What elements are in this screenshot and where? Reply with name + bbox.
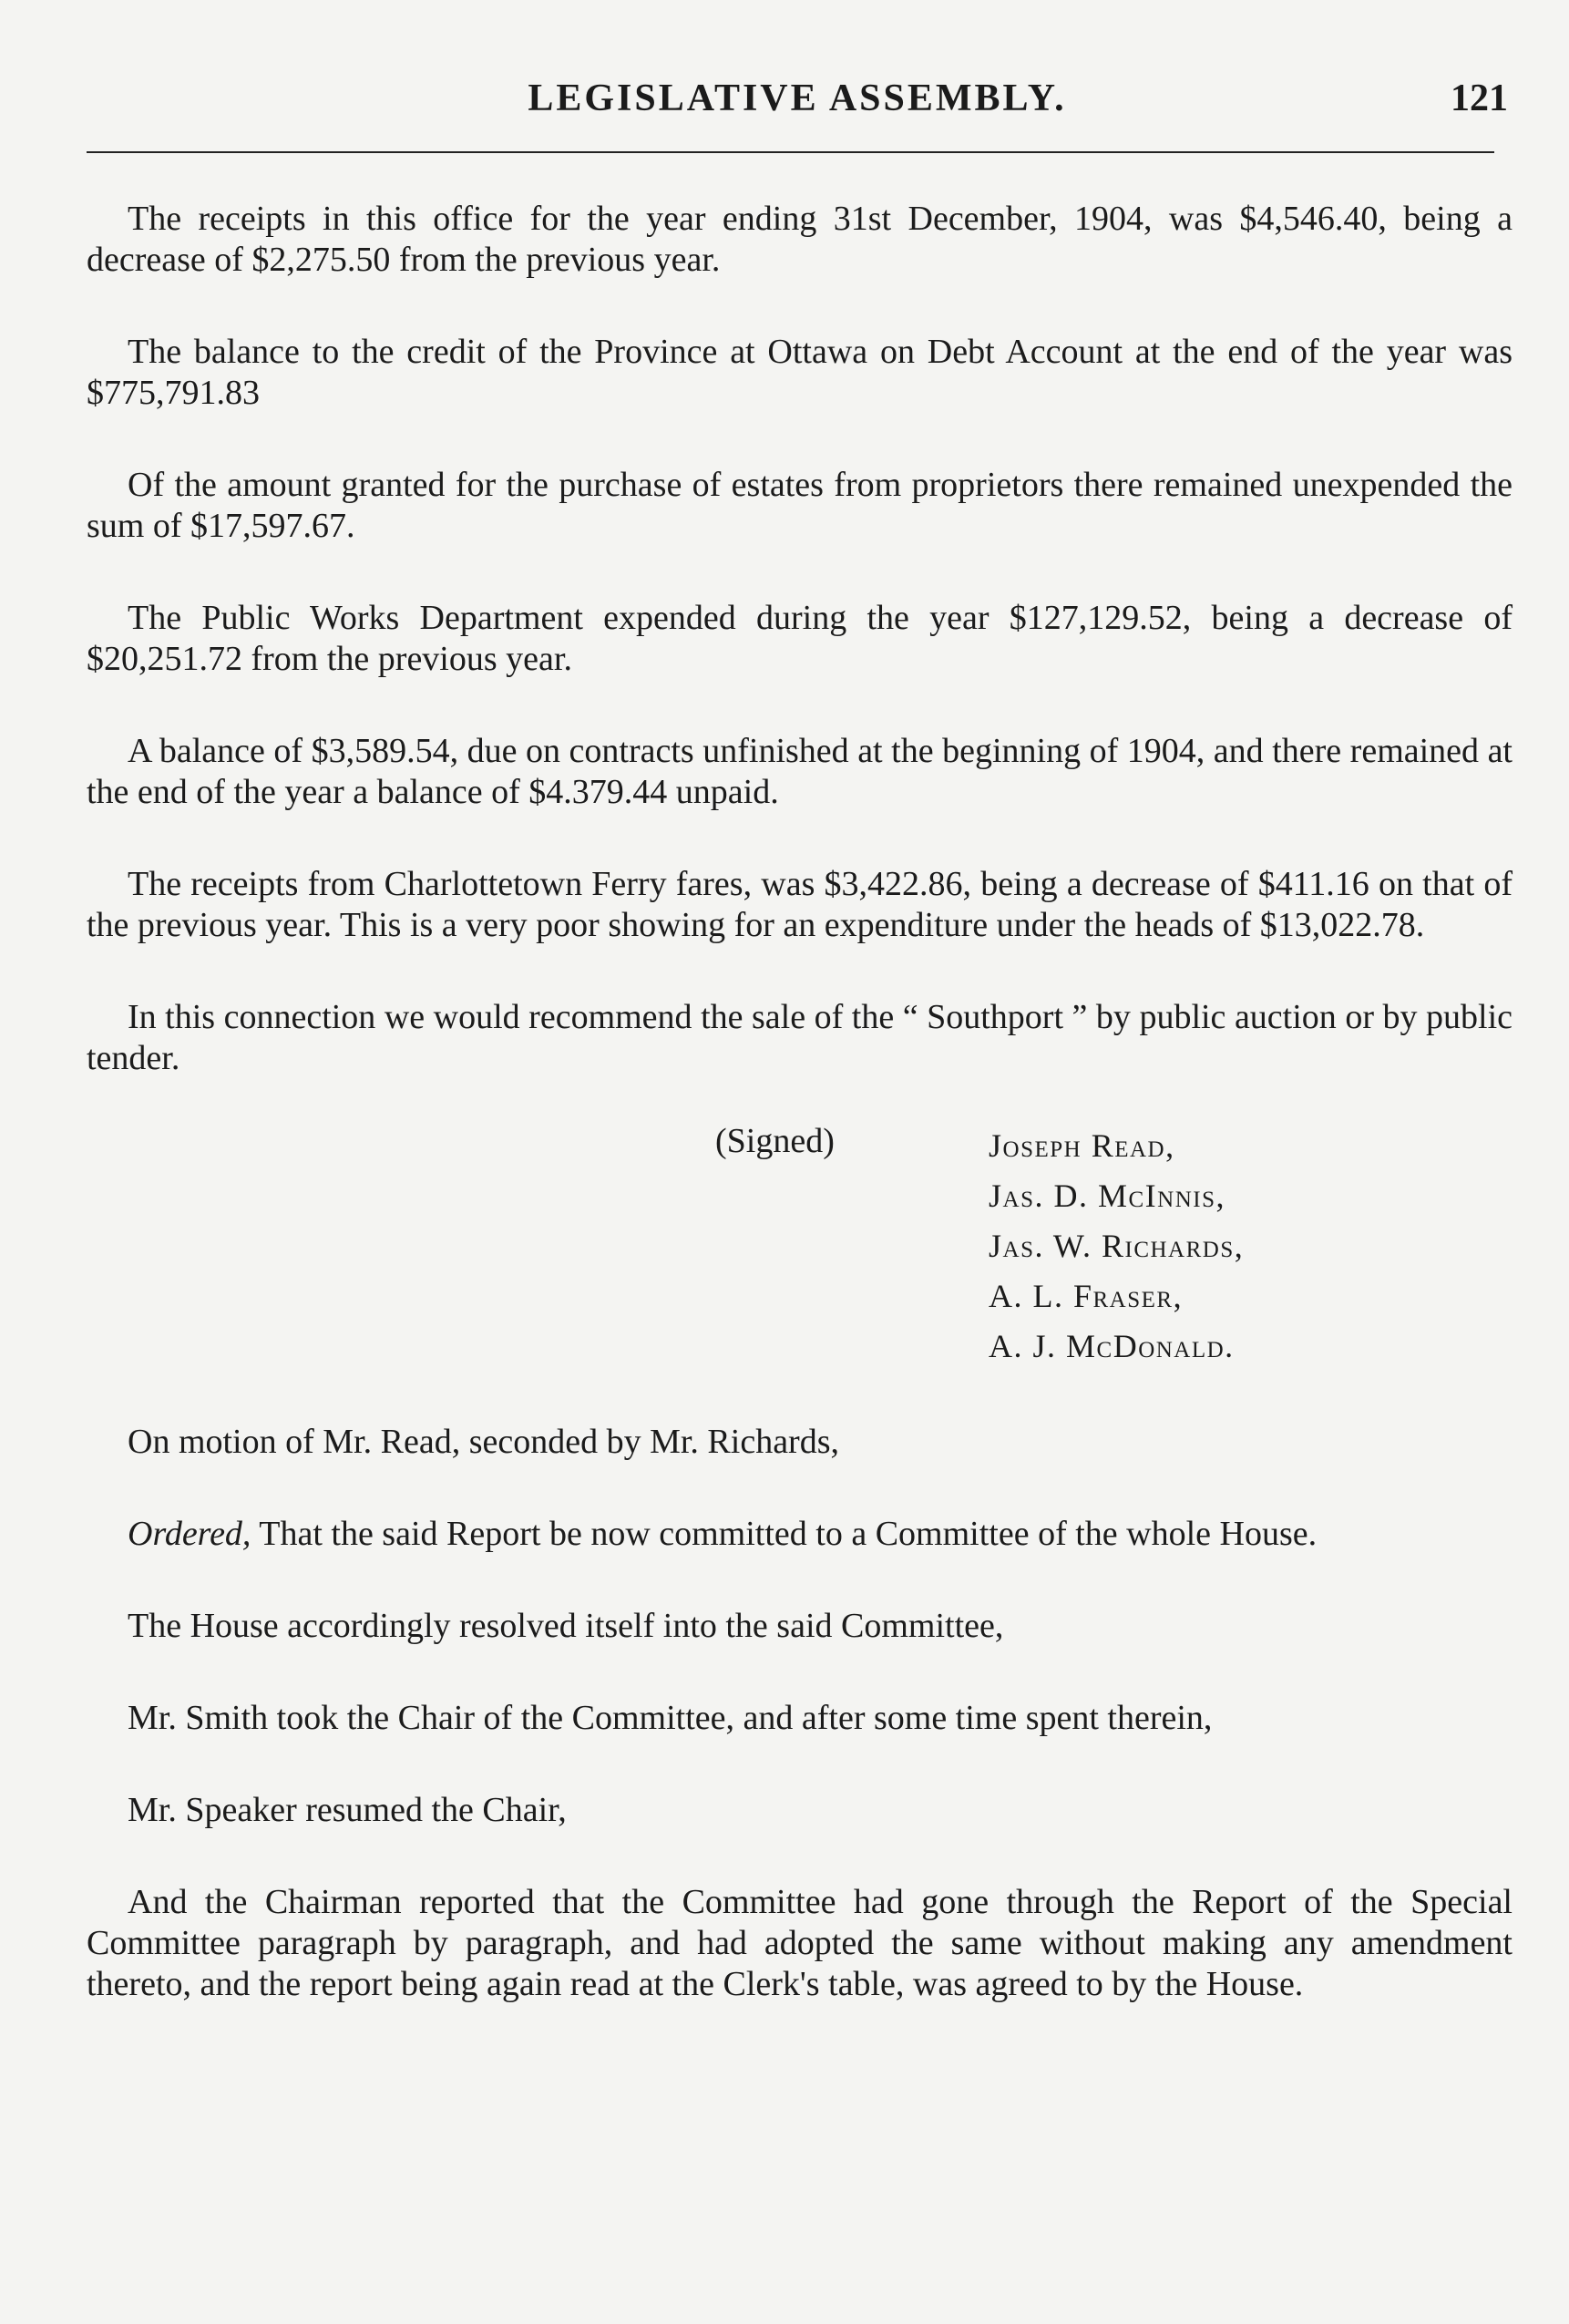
- ordered-paragraph: [87, 1514, 1513, 1555]
- page-header: [87, 71, 1508, 126]
- running-title: LEGISLATIVE ASSEMBLY.: [528, 77, 1067, 119]
- signatory-name: A. J. McDonald.: [989, 1328, 1235, 1364]
- paragraph-ottawa-balance: The balance to the credit of the Province at Ottawa on Debt Account at the end of the year was $775,791.83: [87, 333, 1513, 412]
- page-number: 121: [1451, 77, 1508, 119]
- signed-label: (Signed): [715, 1122, 835, 1160]
- speaker-paragraph: Mr. Speaker resumed the Chair,: [128, 1791, 567, 1829]
- ordered-label: Ordered,: [128, 1515, 251, 1553]
- page-body: [87, 199, 1513, 2056]
- signatory-name: Jas. W. Richards,: [989, 1228, 1245, 1264]
- paragraph-ferry: The receipts from Charlottetown Ferry fares, was $3,422.86, being a decrease of $411.16 on that of the previous year. This is a very poor showing for an expenditure under the heads of $13,022.78.: [87, 865, 1513, 944]
- ordered-text: That the said Report be now committed to a Committee of the whole House.: [251, 1515, 1318, 1553]
- paragraph-receipts: The receipts in this office for the year ending 31st December, 1904, was $4,546.40, being a decrease of $2,275.50 from the previous year.: [87, 200, 1513, 279]
- signatory-list: [989, 1121, 1244, 1372]
- paragraph-estates: Of the amount granted for the purchase of estates from proprietors there remained unexpended the sum of $17,597.67.: [87, 466, 1513, 545]
- signatory-name: A. L. Fraser,: [989, 1278, 1184, 1314]
- paragraph-recommendation: In this connection we would recommend the sale of the “ Southport ” by public auction or by public tender.: [87, 998, 1513, 1077]
- resolved-paragraph: The House accordingly resolved itself into the said Committee,: [128, 1607, 1004, 1645]
- signatory-name: Joseph Read,: [989, 1127, 1175, 1164]
- report-paragraph: And the Chairman reported that the Committee had gone through the Report of the Special Committee paragraph by paragraph, and had adopted the same without making any amendment thereto, and the report being again read at the Clerk's table, was agreed to by the House.: [87, 1883, 1513, 2003]
- paragraph-contracts: A balance of $3,589.54, due on contracts unfinished at the beginning of 1904, and there remained at the end of the year a balance of $4.379.44 unpaid.: [87, 732, 1513, 811]
- motion-paragraph: On motion of Mr. Read, seconded by Mr. Richards,: [128, 1423, 840, 1461]
- signatory-name: Jas. D. McInnis,: [989, 1177, 1225, 1214]
- paragraph-public-works: The Public Works Department expended during the year $127,129.52, being a decrease of $20,251.72 from the previous year.: [87, 599, 1513, 678]
- signature-block: [87, 1121, 1513, 1376]
- chair-paragraph: Mr. Smith took the Chair of the Committee, and after some time spent therein,: [128, 1699, 1213, 1737]
- header-rule: [87, 151, 1494, 153]
